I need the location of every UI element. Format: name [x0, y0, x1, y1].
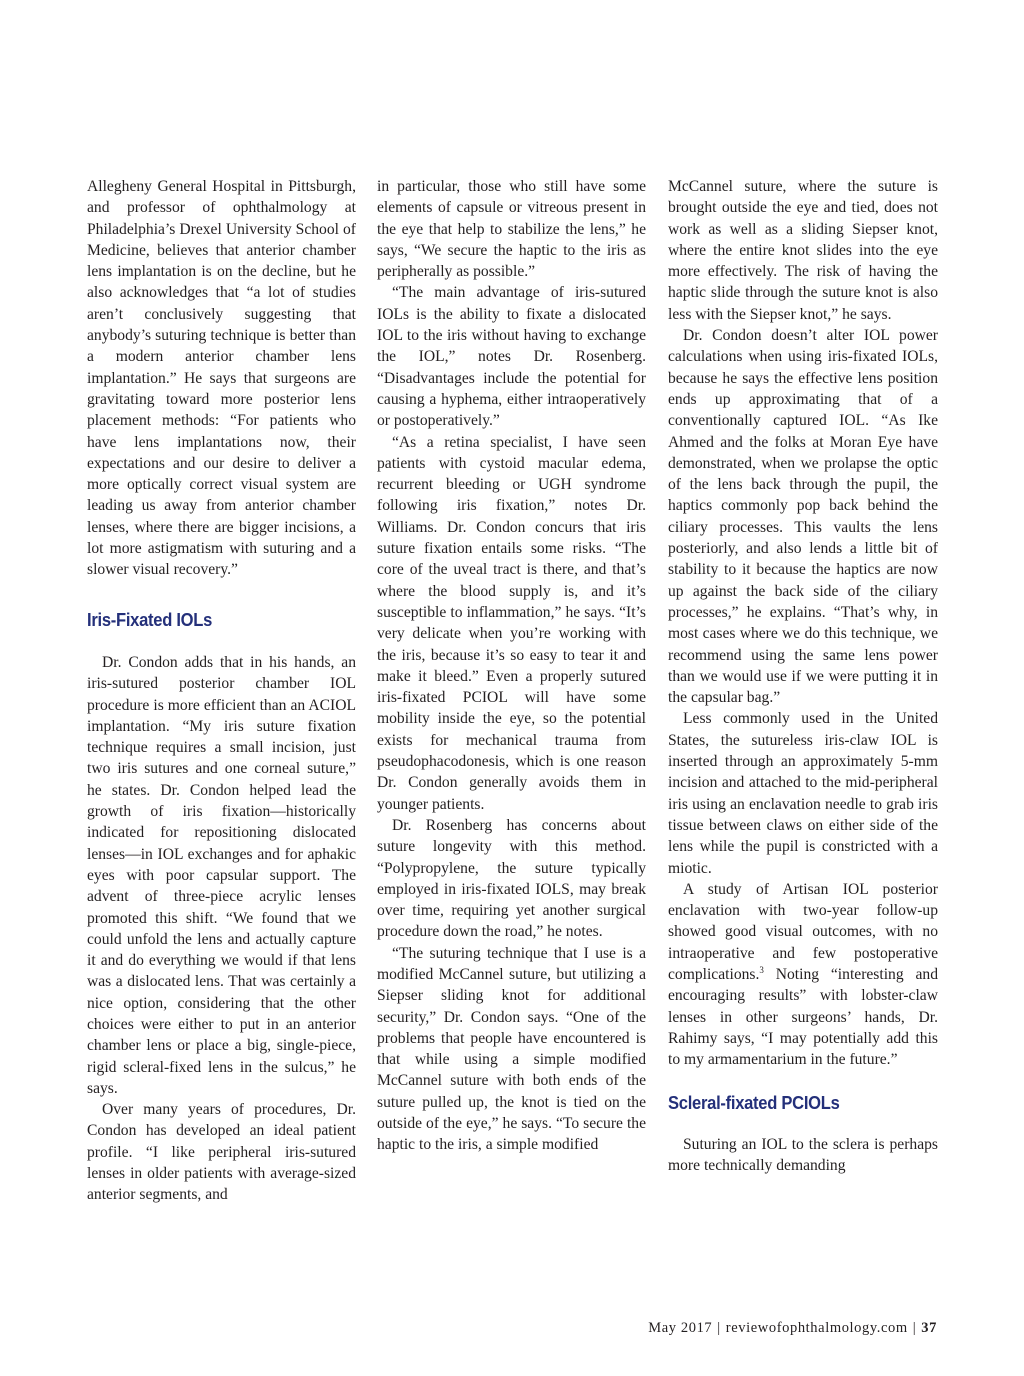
paragraph: Over many years of procedures, Dr. Condon has developed an ideal patient profile. “I like peripheral iris-sutured lenses in older patients with average-sized anterior segments, and: [87, 1101, 356, 1204]
website: reviewofophthalmology.com: [725, 1320, 908, 1336]
paragraph: Dr. Condon doesn’t alter IOL power calculations when using iris-fixated IOLs, because he says the effective lens position ends up approximating that of a conventionally captured IOL. “As Ike Ahmed and the folks at Moran Eye have demonstrated, when we prolapse the optic of the lens back through the pupil, the haptics commonly pop back behind the ciliary processes. This vaults the lens posteriorly, and also lends a little bit of stability to it because the haptics are now up against the back side of the ciliary processes,” he explains. “That’s why, in most cases where we do this technique, we recommend using the same lens power than we would use if we were putting it in the capsular bag.”: [668, 327, 938, 707]
paragraph: in particular, those who still have some elements of capsule or vitreous present in the eye that help to stabilize the lens,” he says, “We secure the haptic to the iris as peripherally as possible.”: [377, 178, 646, 281]
paragraph: Dr. Condon adds that in his hands, an iris-sutured posterior chamber IOL procedure is more efficient than an ACIOL implantation. “My iris suture fixation technique requires a small incision, just two iris sutures and one corneal suture,” he states. Dr. Condon helped lead the growth of iris fixation—historically indicated for repositioning dislocated lenses—in IOL exchanges and for aphakic eyes with poor capsular support. The advent of three-piece acrylic lenses promoted this shift. “We found that we could unfold the lens and actually capture it and do everything we would if that lens was a dislocated lens. That was certainly a nice option, considering that the other choices were either to put in an anterior chamber lens or place a big, single-piece, rigid scleral-fixed lens in the sulcus,” he says.: [87, 653, 356, 1097]
page-footer: [648, 1320, 937, 1337]
page-number: 37: [921, 1320, 937, 1336]
paragraph: “The main advantage of iris-sutured IOLs is the ability to fixate a dislocated IOL to the iris without having to exchange the IOL,” notes Dr. Rosenberg. “Disadvantages include the potential for causing a hyphema, either intraoperatively or postoperatively.”: [377, 284, 646, 430]
paragraph: “The suturing technique that I use is a modified McCannel suture, but utilizing a Siepser sliding knot for additional security,” Dr. Condon says. “One of the problems that people have encountered is that while using a simple modified McCannel suture with both ends of the suture pulled up, the knot is tied on the outside of the eye,” he says. “To secure the haptic to the iris, a simple modified: [377, 944, 646, 1154]
article-column-2: [377, 176, 646, 1156]
footer-separator: |: [912, 1320, 917, 1336]
paragraph: [668, 879, 938, 1071]
article-column-1: [87, 176, 356, 1206]
paragraph: “As a retina specialist, I have seen patients with cystoid macular edema, recurrent bleeding or UGH syndrome following iris fixation,” notes Dr. Williams. Dr. Condon concurs that iris suture fixation entails some risks. “The core of the uveal tract is there, and that’s where the blood supply is, and it’s susceptible to inflammation,” he says. “It’s very delicate when you’re working with the iris, because it’s so easy to tear it and make it bleed.” Even a properly sutured iris-fixated PCIOL will have some mobility inside the eye, so the potential exists for mechanical trauma from pseudophacodonesis, which is one reason Dr. Condon generally avoids them in younger patients.: [377, 433, 646, 813]
footer-separator: |: [717, 1320, 721, 1336]
paragraph: Suturing an IOL to the sclera is perhaps more technically demanding: [668, 1135, 938, 1175]
paragraph: Dr. Rosenberg has concerns about suture longevity with this method. “Polypropylene, the suture typically employed in iris-fixated IOLS, may break over time, requiring yet another surgical procedure down the road,” he notes.: [377, 816, 646, 941]
paragraph: McCannel suture, where the suture is brought outside the eye and tied, does not work as well as a sliding Siepser knot, where the entire knot slides into the eye more effectively. The risk of having the haptic slide through the suture knot is also less with the Siepser knot,” he says.: [668, 178, 938, 323]
article-column-3: [668, 176, 938, 1176]
section-heading-scleral-fixated: Scleral-fixated PCIOLs: [668, 1093, 840, 1114]
issue-date: May 2017: [648, 1320, 713, 1336]
paragraph: Less commonly used in the United States, the sutureless iris-claw IOL is inserted through an approximately 5-mm incision and attached to the mid-peripheral iris using an enclavation needle to grab iris tissue between claws on either side of the lens while the pupil is constricted with a miotic.: [668, 710, 938, 877]
paragraph-text: A study of Artisan IOL posterior enclavation with two-year follow-up showed good visual outcomes, with no intraoperative and few postoperative complications.: [668, 880, 938, 983]
citation-reference: 3: [759, 964, 764, 975]
paragraph-text: Noting “interesting and encouraging results” with lobster-claw lenses in other surgeons’ hands, Dr. Rahimy says, “I may potentially add this to my armamentarium in the future.”: [668, 965, 938, 1069]
section-heading-iris-fixated: Iris-Fixated IOLs: [87, 609, 213, 630]
paragraph: Allegheny General Hospital in Pittsburgh, and professor of ophthalmology at Philadelphia’s Drexel University School of Medicine, believes that anterior chamber lens implantation is on the decline, but he also acknowledges that “a lot of studies aren’t conclusively suggesting that anybody’s suturing technique is better than a modern anterior chamber lens implantation.” He says that surgeons are gravitating toward more posterior lens placement methods: “For patients who have lens implantations now, their expectations and our desire to deliver a more optically correct visual system are leading us away from anterior chamber lenses, where there are bigger incisions, a lot more astigmatism with suturing and a slower visual recovery.”: [87, 178, 356, 579]
